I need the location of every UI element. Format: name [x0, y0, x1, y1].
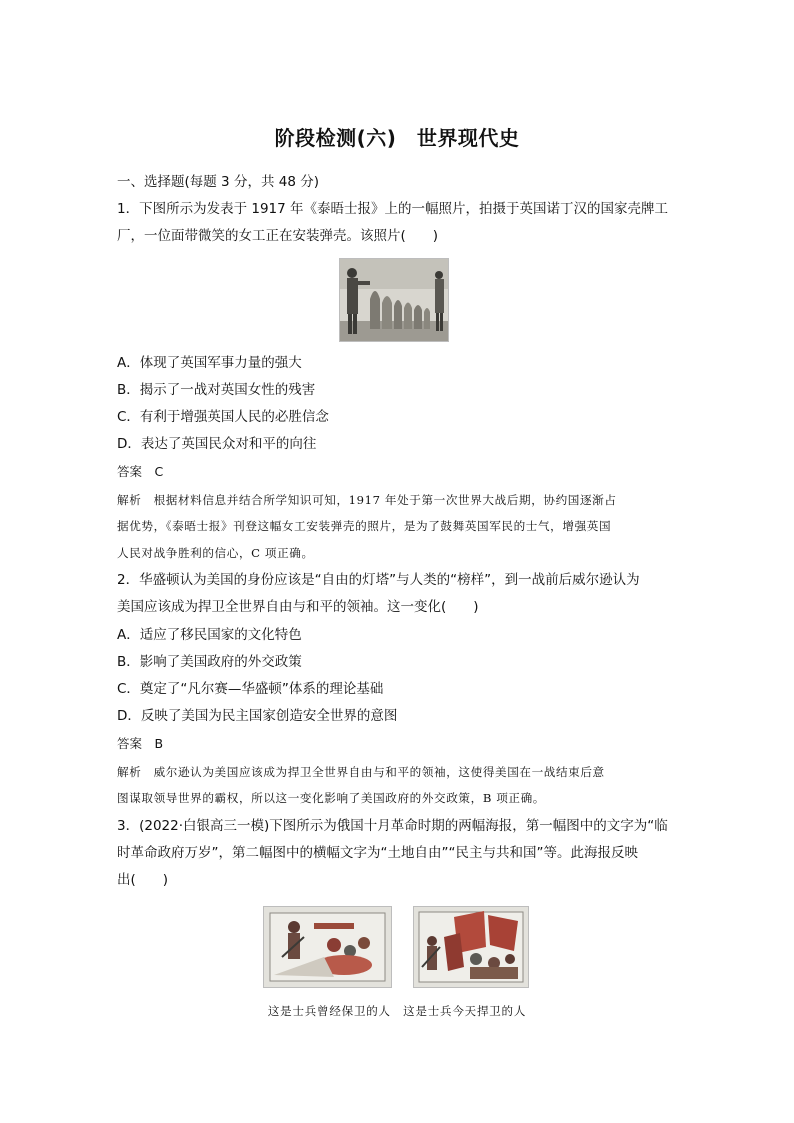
q1-stem-line-2: 厂，一位面带微笑的女工正在安装弹壳。该照片( ) — [117, 228, 439, 244]
q2-option-a: A．适应了移民国家的文化特色 — [117, 627, 302, 643]
q2-option-d: D．反映了美国为民主国家创造安全世界的意图 — [117, 708, 398, 724]
q2-stem-line-2: 美国应该成为捍卫全世界自由与和平的领袖。这一变化( ) — [117, 599, 479, 615]
q1-answer: 答案 C — [117, 464, 164, 479]
q3-stem-line-2: 时革命政府万岁”，第二幅图中的横幅文字为“土地自由”“民主与共和国”等。此海报反映 — [117, 845, 638, 861]
page-title: 阶段检测(六) 世界现代史 — [274, 126, 520, 150]
q1-option-b: B．揭示了一战对英国女性的残害 — [117, 382, 316, 398]
q1-option-a: A．体现了英国军事力量的强大 — [117, 355, 302, 371]
q2-option-c: C．奠定了“凡尔赛—华盛顿”体系的理论基础 — [117, 681, 384, 697]
q2-answer: 答案 B — [117, 736, 164, 751]
poster-1-illustration — [264, 907, 391, 987]
q1-photo-female-worker-shells — [339, 258, 449, 342]
q3-stem-line-1: 3．(2022·白银高三一模)下图所示为俄国十月革命时期的两幅海报，第一幅图中的文字为“临 — [117, 818, 668, 834]
section-heading: 一、选择题(每题 3 分，共 48 分) — [117, 174, 319, 190]
q1-stem-line-1: 1．下图所示为发表于 1917 年《泰晤士报》上的一幅照片，拍摄于英国诺丁汉的国家壳牌工 — [117, 201, 669, 217]
photo-illustration — [340, 259, 448, 341]
q2-stem-line-1: 2．华盛顿认为美国的身份应该是“自由的灯塔”与人类的“榜样”，到一战前后威尔逊认为 — [117, 572, 640, 588]
q2-analysis-line-2: 图谋取领导世界的霸权，所以这一变化影响了美国政府的外交政策，B 项正确。 — [117, 791, 545, 805]
q2-analysis-line-1: 解析 威尔逊认为美国应该成为捍卫全世界自由与和平的领袖，这使得美国在一战结束后意 — [117, 765, 605, 779]
q1-analysis-line-1: 解析 根据材料信息并结合所学知识可知，1917 年处于第一次世界大战后期，协约国逐渐占 — [117, 493, 617, 507]
q2-option-b: B．影响了美国政府的外交政策 — [117, 654, 302, 670]
q1-analysis-line-3: 人民对战争胜利的信心，C 项正确。 — [117, 546, 314, 560]
q1-option-c: C．有利于增强英国人民的必胜信念 — [117, 409, 329, 425]
q1-option-d: D．表达了英国民众对和平的向往 — [117, 436, 317, 452]
q1-analysis-line-2: 据优势，《泰晤士报》刊登这幅女工安装弹壳的照片，是为了鼓舞英国军民的士气，增强英国 — [117, 519, 612, 533]
q3-poster-1 — [263, 906, 392, 988]
q3-poster-2 — [413, 906, 529, 988]
poster-2-illustration — [414, 907, 528, 987]
q3-stem-line-3: 出( ) — [117, 872, 169, 888]
q3-poster-caption: 这是士兵曾经保卫的人 这是士兵今天捍卫的人 — [267, 1004, 527, 1018]
